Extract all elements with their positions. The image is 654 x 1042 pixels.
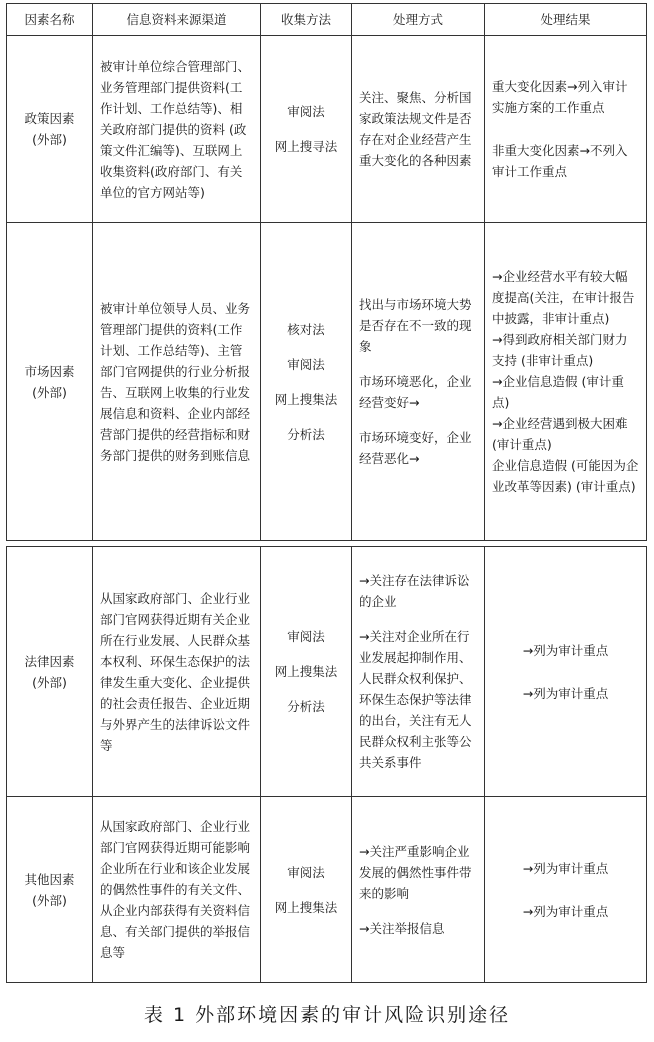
result-item: 重大变化因素→列入审计实施方案的工作重点 [492, 79, 628, 115]
factor-cell [7, 36, 93, 223]
handling-item: →关注对企业所在行业发展起抑制作用、人民群众权利保护、环保生态保护等法律的出台，关注有无人民群众权利主张等公共关系事件 [359, 629, 472, 770]
result-item: 非重大变化因素→不列入审计工作重点 [492, 143, 628, 179]
factor-cell [7, 223, 93, 541]
handling-item: 关注、聚焦、分析国家政策法规文件是否存在对企业经营产生重大变化的各种因素 [359, 90, 472, 168]
handling-item: →关注严重影响企业发展的偶然性事件带来的影响 [359, 843, 472, 901]
result-item: →企业经营水平有较大幅度提高(关注，在审计报告中披露，非审计重点) [492, 269, 635, 326]
method-item: 分析法 [287, 426, 325, 442]
result-cell [485, 223, 647, 541]
table-row-market [7, 223, 647, 541]
audit-risk-table-part-2 [6, 546, 647, 983]
handling-cell [352, 797, 485, 983]
method-cell [261, 36, 352, 223]
handling-cell [352, 36, 485, 223]
handling-cell [352, 547, 485, 797]
result-item: →企业经营遇到极大困难(审计重点) [492, 416, 628, 452]
method-item: 核对法 [287, 321, 325, 337]
method-item: 审阅法 [287, 104, 325, 119]
result-item: →列为审计重点 [522, 642, 609, 658]
factor-cell [7, 797, 93, 983]
method-item: 审阅法 [287, 864, 325, 880]
result-cell [485, 547, 647, 797]
source-cell: 被审计单位综合管理部门、业务管理部门提供资料(工作计划、工作总结等)、相关政府部门提供的资料 (政策文件汇编等)、互联网上收集资料(政府部门、有关单位的官方网站等) [93, 36, 261, 223]
header-source: 信息资料来源渠道 [93, 4, 261, 36]
method-item: 网上搜集法 [274, 899, 338, 915]
header-result: 处理结果 [485, 4, 647, 36]
method-cell [261, 223, 352, 541]
factor-type: (外部) [32, 132, 67, 147]
factor-type: (外部) [32, 384, 67, 400]
audit-risk-table-part-1 [6, 3, 647, 541]
table-caption: 表 1 外部环境因素的审计风险识别途径 [143, 1004, 511, 1026]
result-item: 企业信息造假 (可能因为企业改革等因素) (审计重点) [492, 458, 639, 494]
method-item: 网上搜集法 [274, 391, 338, 407]
method-item: 网上搜寻法 [274, 139, 338, 154]
header-factor: 因素名称 [7, 4, 93, 36]
method-item: 分析法 [287, 699, 325, 714]
method-cell [261, 797, 352, 983]
result-item: →得到政府相关部门财力支持 (非审计重点) [492, 332, 628, 368]
handling-item: →关注存在法律诉讼的企业 [359, 573, 470, 609]
handling-item: →关注举报信息 [359, 920, 445, 936]
factor-name: 其他因素 [24, 871, 75, 887]
handling-cell [352, 223, 485, 541]
header-method: 收集方法 [261, 4, 352, 36]
source-cell: 从国家政府部门、企业行业部门官网获得近期有关企业所在行业发展、人民群众基本权利、环保生态保护的法律发生重大变化、企业提供的社会责任报告、企业近期与外界产生的法律诉讼文件等 [93, 547, 261, 797]
handling-item: 市场环境恶化，企业经营变好→ [359, 374, 472, 410]
handling-item: 市场环境变好，企业经营恶化→ [359, 430, 472, 466]
source-cell: 从国家政府部门、企业行业部门官网获得近期可能影响企业所在行业和该企业发展的偶然性事件的有关文件、从企业内部获得有关资料信息、有关部门提供的举报信息等 [93, 797, 261, 983]
factor-type: (外部) [32, 674, 67, 690]
table-row-policy [7, 36, 647, 223]
method-item: 审阅法 [287, 629, 325, 644]
method-cell [261, 547, 352, 797]
factor-name: 政策因素 [24, 111, 75, 126]
result-item: →列为审计重点 [522, 860, 609, 876]
method-item: 审阅法 [287, 356, 325, 372]
table-header-row [7, 4, 647, 36]
header-handling: 处理方式 [352, 4, 485, 36]
source-cell: 被审计单位领导人员、业务管理部门提供的资料(工作计划、工作总结等)、主管部门官网提供的行业分析报告、互联网上收集的行业发展信息和资料、企业内部经营部门提供的经营指标和财务部门提供的财务到账信息 [93, 223, 261, 541]
factor-name: 法律因素 [24, 653, 75, 669]
result-cell [485, 36, 647, 223]
result-item: →列为审计重点 [522, 685, 609, 701]
handling-item: 找出与市场环境大势是否存在不一致的现象 [359, 297, 472, 354]
factor-name: 市场因素 [24, 363, 75, 379]
method-item: 网上搜集法 [274, 664, 338, 679]
result-item: →列为审计重点 [522, 903, 609, 919]
result-cell [485, 797, 647, 983]
table-row-legal [7, 547, 647, 797]
table-row-other [7, 797, 647, 983]
result-item: →企业信息造假 (审计重点) [492, 374, 624, 410]
factor-cell [7, 547, 93, 797]
factor-type: (外部) [32, 892, 67, 908]
